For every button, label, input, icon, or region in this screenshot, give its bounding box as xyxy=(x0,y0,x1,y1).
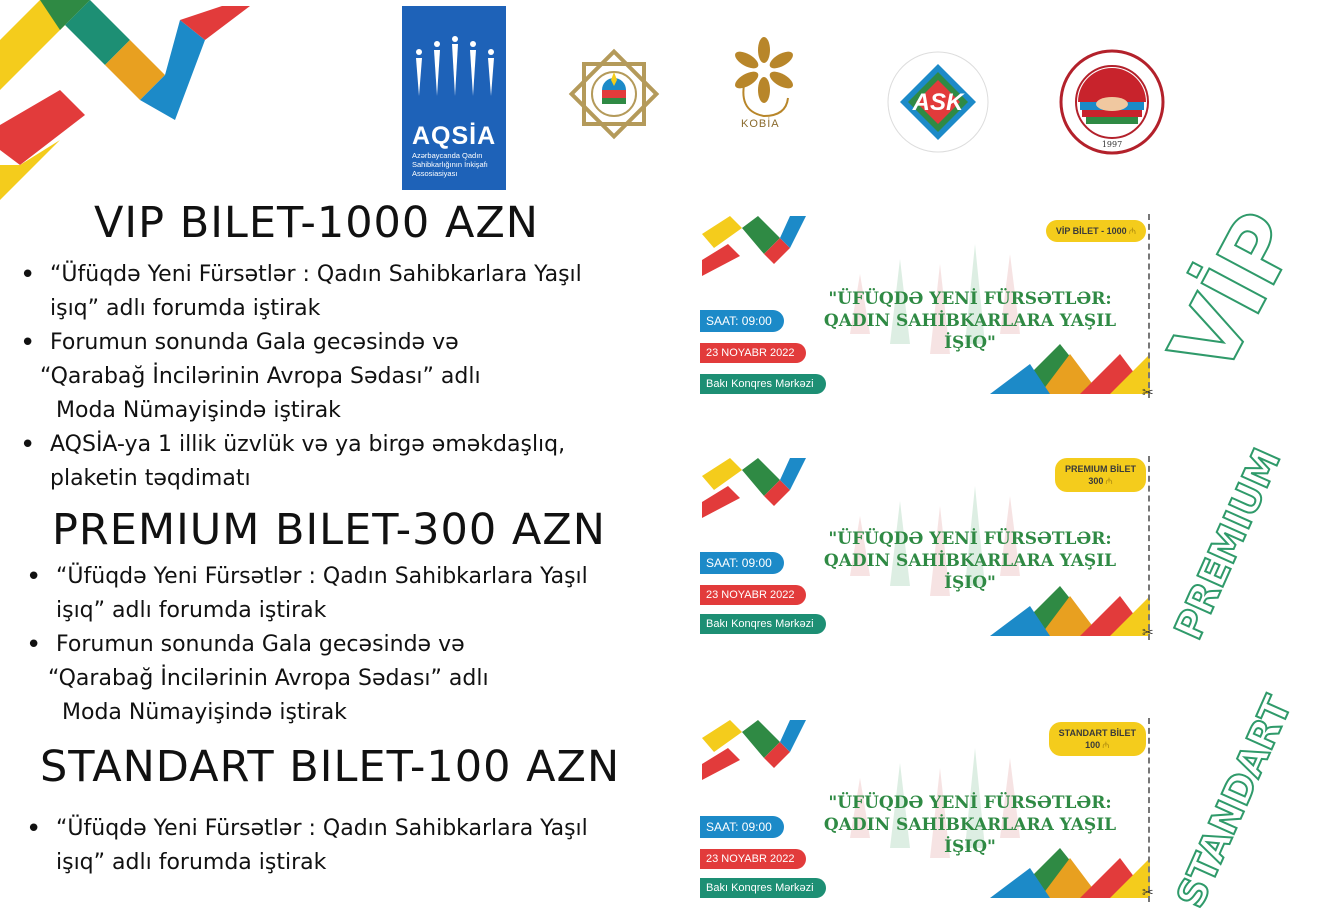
ticket-title: "ÜFÜQDƏ YENİ FÜRSƏTLƏR: QADIN SAHİBKARLARA YAŞIL İŞIQ" xyxy=(823,289,1117,353)
ticket-perforation xyxy=(1148,718,1150,902)
vip-side-label: VİP xyxy=(1150,196,1319,391)
list-item: • AQSİA-ya 1 illik üzvlük və ya birgə əməkdaşlıq, plaketin təqdimatı xyxy=(14,428,582,496)
ticket-badge: STANDART BİLET 100 ₼ xyxy=(1049,722,1146,756)
standart-ticket xyxy=(700,718,1154,902)
ticket-title: "ÜFÜQDƏ YENİ FÜRSƏTLƏR: QADIN SAHİBKARLARA YAŞIL İŞIQ" xyxy=(823,529,1117,593)
seal-year: 1997 xyxy=(1101,140,1123,149)
kobia-logo xyxy=(726,36,802,120)
corner-decoration xyxy=(0,0,270,210)
list-item: • Forumun sonunda Gala gecəsində və “Qarabağ İncilərinin Avropa Sədası” adlı Moda Nümayişində iştirak xyxy=(14,326,582,428)
vip-heading: VIP BILET-1000 AZN xyxy=(94,198,539,248)
ticket-time: SAAT: 09:00 xyxy=(700,816,784,838)
ask-logo xyxy=(880,46,996,158)
ticket-time: SAAT: 09:00 xyxy=(700,310,784,332)
ticket-venue: Bakı Konqres Mərkəzi xyxy=(700,614,826,634)
ticket-time: SAAT: 09:00 xyxy=(700,552,784,574)
aqsia-logo xyxy=(402,6,506,190)
list-item: • “Üfüqdə Yeni Fürsətlər : Qadın Sahibkarlara Yaşıl işıq” adlı forumda iştirak xyxy=(20,812,588,880)
ticket-venue: Bakı Konqres Mərkəzi xyxy=(700,374,826,394)
standart-benefits-list xyxy=(20,812,588,880)
list-item: • “Üfüqdə Yeni Fürsətlər : Qadın Sahibkarlara Yaşıl işıq” adlı forumda iştirak xyxy=(14,258,582,326)
standart-heading: STANDART BILET-100 AZN xyxy=(40,742,621,792)
premium-benefits-list xyxy=(20,560,588,730)
premium-heading: PREMIUM BILET-300 AZN xyxy=(52,505,606,555)
state-emblem-logo xyxy=(562,42,666,146)
ticket-perforation xyxy=(1148,214,1150,398)
ticket-title: "ÜFÜQDƏ YENİ FÜRSƏTLƏR: QADIN SAHİBKARLARA YAŞIL İŞIQ" xyxy=(823,793,1117,857)
ticket-badge: PREMIUM BİLET 300 ₼ xyxy=(1055,458,1146,492)
premium-ticket xyxy=(700,456,1154,640)
list-item: • “Üfüqdə Yeni Fürsətlər : Qadın Sahibkarlara Yaşıl işıq” adlı forumda iştirak xyxy=(20,560,588,628)
ticket-badge: VİP BİLET - 1000 ₼ xyxy=(1046,220,1146,242)
ask-logo-text: ASK xyxy=(912,89,964,116)
standart-side-label: STANDART xyxy=(1168,689,1301,914)
scissors-icon: ✂ xyxy=(1142,884,1154,900)
vip-benefits-list xyxy=(14,258,582,496)
women-figures-icon xyxy=(408,36,500,116)
friendship-foundation-seal xyxy=(1058,48,1166,156)
scissors-icon: ✂ xyxy=(1142,624,1154,640)
aqsia-subtitle: Azərbaycanda Qadın Sahibkarlığının İnkişafı Assosiasiyası xyxy=(412,151,488,178)
ticket-venue: Bakı Konqres Mərkəzi xyxy=(700,878,826,898)
ticket-date: 23 NOYABR 2022 xyxy=(700,585,806,605)
vip-ticket xyxy=(700,214,1154,400)
premium-side-label: PREMIUM xyxy=(1166,441,1290,646)
aqsia-brand: AQSİA xyxy=(412,122,497,150)
scissors-icon: ✂ xyxy=(1142,384,1154,400)
kobia-label: KOBİA xyxy=(741,118,780,130)
ticket-date: 23 NOYABR 2022 xyxy=(700,343,806,363)
list-item: • Forumun sonunda Gala gecəsində və “Qarabağ İncilərinin Avropa Sədası” adlı Moda Nümayişində iştirak xyxy=(20,628,588,730)
ticket-perforation xyxy=(1148,456,1150,640)
ticket-date: 23 NOYABR 2022 xyxy=(700,849,806,869)
